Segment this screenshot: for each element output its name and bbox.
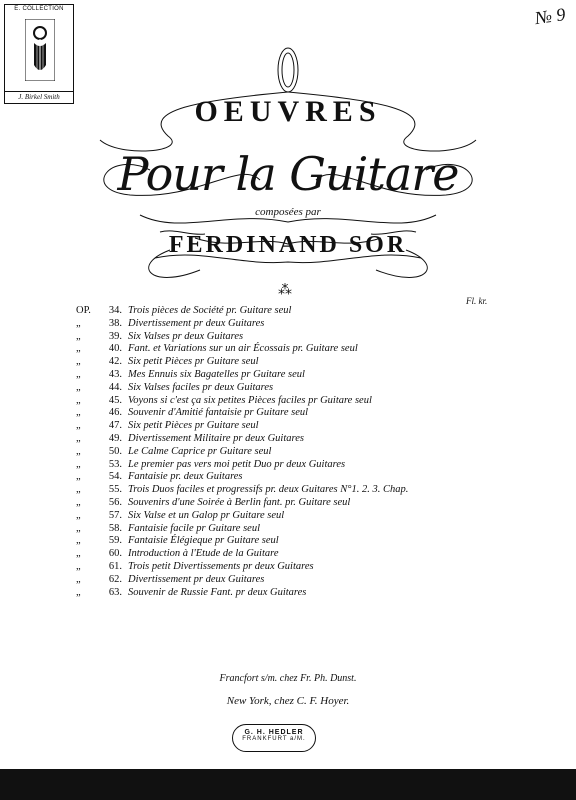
work-prefix: „ — [76, 458, 81, 470]
work-prefix: „ — [76, 445, 81, 457]
opus-number: 40. — [108, 343, 122, 355]
opus-number: 42. — [108, 356, 122, 368]
work-row — [76, 343, 546, 356]
work-prefix: „ — [76, 548, 81, 560]
work-prefix: „ — [76, 317, 81, 329]
work-row — [76, 305, 546, 318]
work-row — [76, 497, 546, 510]
work-title: Souvenirs d'une Soirée à Berlin fant. pr. Guitare seul — [128, 496, 351, 508]
work-row — [76, 407, 546, 420]
work-row — [76, 369, 546, 382]
publisher-stamp-name: G. H. HEDLER — [244, 729, 304, 736]
title-oeuvres: OEUVRES — [194, 95, 382, 128]
work-title: Trois pièces de Société pr. Guitare seul — [128, 305, 292, 316]
work-row — [76, 471, 546, 484]
opus-number: 43. — [108, 368, 122, 380]
work-title: Fantaisie pr. deux Guitares — [128, 471, 243, 483]
work-row — [76, 587, 546, 600]
work-row — [76, 331, 546, 344]
catalog-number: № 9 — [533, 3, 567, 29]
work-prefix: „ — [76, 343, 81, 355]
work-row — [76, 395, 546, 408]
works-list — [76, 305, 546, 599]
work-title: Le Calme Caprice pr Guitare seul — [128, 445, 272, 457]
work-title: Le premier pas vers moi petit Duo pr deux Guitares — [128, 458, 346, 470]
work-title: Six Valses faciles pr deux Guitares — [128, 381, 274, 393]
work-title: Souvenir de Russie Fant. pr deux Guitares — [128, 586, 307, 598]
work-row — [76, 318, 546, 331]
price-column-header: Fl. kr. — [466, 296, 488, 306]
publisher-new-york: New York, chez C. F. Hoyer. — [226, 695, 350, 707]
work-title: Six Valse et un Galop pr Guitare seul — [128, 509, 285, 521]
work-row — [76, 382, 546, 395]
opus-number: 57. — [108, 509, 122, 521]
work-prefix: „ — [76, 560, 81, 572]
work-prefix: „ — [76, 420, 81, 432]
opus-number: 62. — [108, 573, 122, 585]
opus-number: 56. — [108, 496, 122, 508]
work-title: Six petit Pièces pr Guitare seul — [128, 356, 259, 368]
opus-number: 46. — [108, 407, 122, 419]
work-row — [76, 433, 546, 446]
work-row — [76, 510, 546, 523]
composer-name: FERDINAND SOR — [168, 232, 408, 258]
work-title: Fantaisie Élégieque pr Guitare seul — [128, 535, 279, 547]
work-prefix: „ — [76, 407, 81, 419]
work-title: Trois Duos faciles et progressifs pr. deux Guitares N°1. 2. 3. Chap. — [128, 484, 409, 496]
opus-number: 50. — [108, 445, 122, 457]
opus-number: 59. — [108, 535, 122, 547]
work-row — [76, 446, 546, 459]
work-row — [76, 574, 546, 587]
publisher-stamp-city: FRANKFURT a/M. — [242, 736, 306, 742]
work-prefix: „ — [76, 522, 81, 534]
opus-number: 54. — [108, 471, 122, 483]
work-title: Divertissement pr deux Guitares — [128, 317, 265, 329]
scan-bottom-edge — [0, 769, 576, 800]
opus-number: 44. — [108, 381, 122, 393]
work-row — [76, 484, 546, 497]
publisher-stamp — [232, 724, 316, 752]
work-title: Fant. et Variations sur un air Écossais pr. Guitare seul — [128, 343, 358, 355]
title-pour-la-guitare: Pour la Guitare — [117, 147, 459, 201]
work-row — [76, 420, 546, 433]
opus-number: 47. — [108, 420, 122, 432]
opus-number: 61. — [108, 560, 122, 572]
work-prefix: „ — [76, 496, 81, 508]
stamp-signature: J. Birkel Smith — [5, 91, 73, 101]
work-row — [76, 548, 546, 561]
opus-number: 34. — [108, 305, 122, 316]
opus-number: 60. — [108, 548, 122, 560]
opus-number: 58. — [108, 522, 122, 534]
work-prefix: „ — [76, 586, 81, 598]
work-title: Trois petit Divertissements pr deux Guitares — [128, 560, 314, 572]
work-prefix: OP. — [76, 305, 91, 316]
work-title: Fantaisie facile pr Guitare seul — [128, 522, 261, 534]
work-title: Souvenir d'Amitié fantaisie pr Guitare seul — [128, 407, 309, 419]
work-title: Six petit Pièces pr Guitare seul — [128, 420, 259, 432]
opus-number: 53. — [108, 458, 122, 470]
work-prefix: „ — [76, 368, 81, 380]
work-prefix: „ — [76, 535, 81, 547]
opus-number: 45. — [108, 394, 122, 406]
opus-number: 39. — [108, 330, 122, 342]
work-prefix: „ — [76, 356, 81, 368]
work-title: Divertissement pr deux Guitares — [128, 573, 265, 585]
work-title: Mes Ennuis six Bagatelles pr Guitare seul — [128, 368, 305, 380]
work-prefix: „ — [76, 471, 81, 483]
ornament-divider: ⁂ — [278, 283, 292, 298]
work-prefix: „ — [76, 509, 81, 521]
work-prefix: „ — [76, 484, 81, 496]
opus-number: 55. — [108, 484, 122, 496]
work-title: Introduction à l'Etude de la Guitare — [128, 548, 279, 560]
composed-by-label: composées par — [255, 206, 321, 218]
work-row — [76, 356, 546, 369]
stamp-top-text: E. COLLECTION — [14, 6, 64, 12]
opus-number: 49. — [108, 432, 122, 444]
publisher-frankfurt: Francfort s/m. chez Fr. Ph. Dunst. — [219, 673, 357, 684]
work-row — [76, 523, 546, 536]
work-prefix: „ — [76, 330, 81, 342]
work-title: Six Valses pr deux Guitares — [128, 330, 244, 342]
work-row — [76, 561, 546, 574]
work-prefix: „ — [76, 381, 81, 393]
opus-number: 38. — [108, 317, 122, 329]
work-row — [76, 535, 546, 548]
work-prefix: „ — [76, 394, 81, 406]
work-prefix: „ — [76, 573, 81, 585]
work-title: Divertissement Militaire pr deux Guitares — [128, 432, 304, 444]
opus-number: 63. — [108, 586, 122, 598]
work-row — [76, 459, 546, 472]
work-title: Voyons si c'est ça six petites Pièces faciles pr Guitare seul — [128, 394, 372, 406]
work-prefix: „ — [76, 432, 81, 444]
